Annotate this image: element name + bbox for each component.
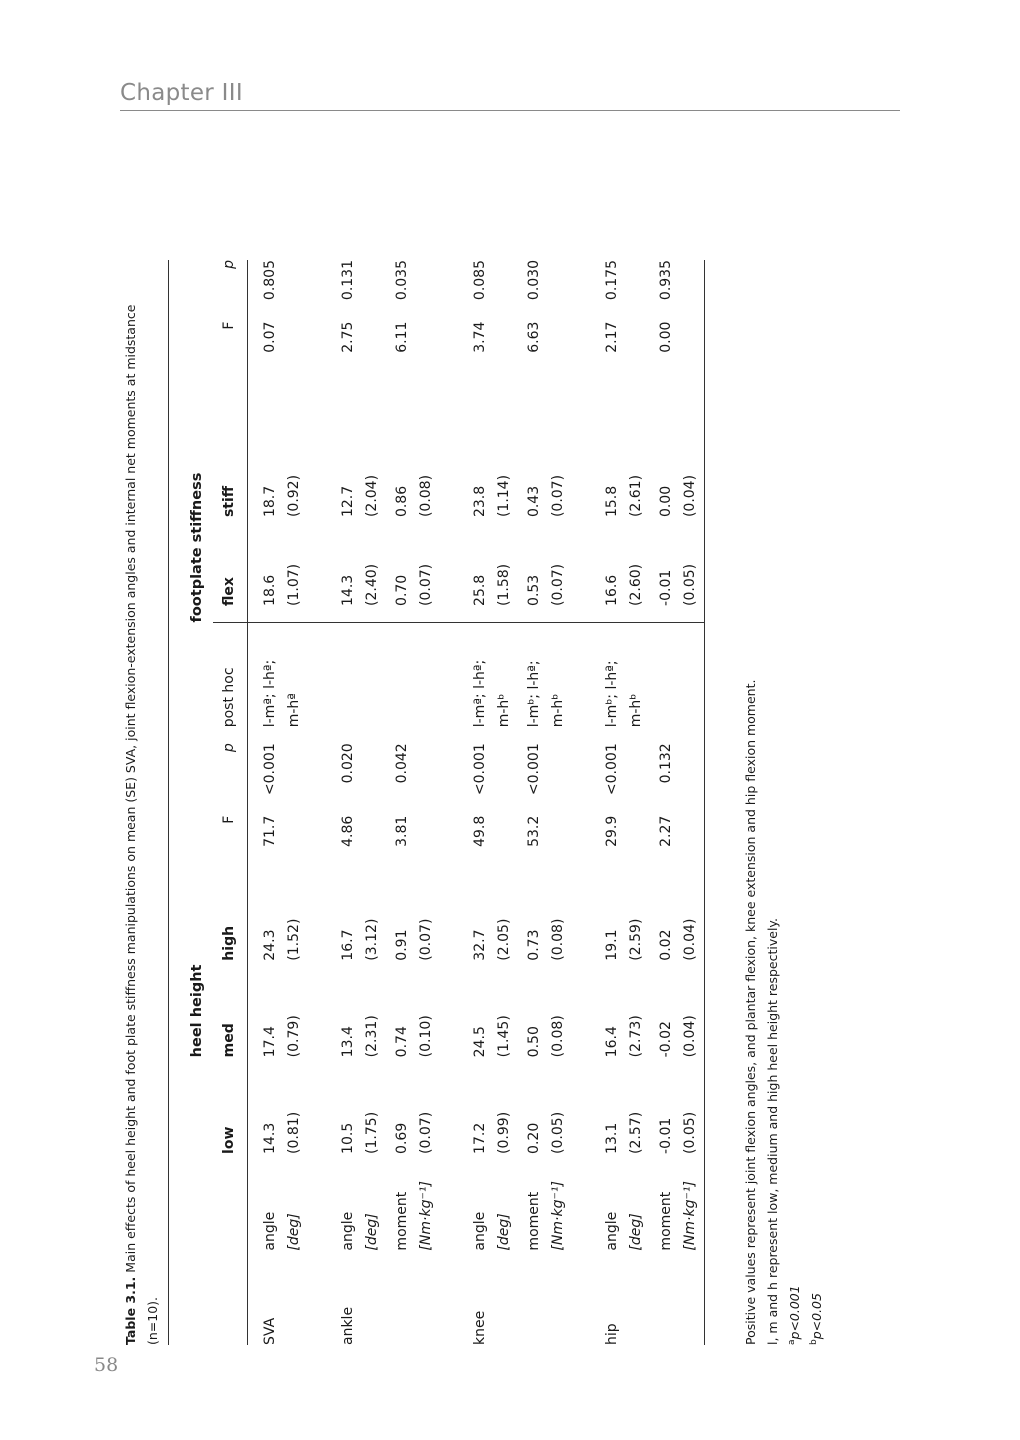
f-value: 3.81 [394,815,410,847]
med-mean: 17.4 [262,1026,278,1058]
results-table [168,260,705,1345]
cell-p2 [438,260,516,322]
cell-high [248,882,307,961]
low-mean: 17.2 [472,1122,488,1154]
high-mean: 19.1 [604,929,620,961]
flex-se: (0.05) [682,563,698,606]
post-hoc-line1: l-mª; l-hª; [262,659,278,728]
low-se: (0.05) [550,1111,566,1154]
caption-text: Main effects of heel height and foot plate stiffness manipulations on mean (SE) SVA, joint flexion-extension angles and internal net moments at midstance (n=10). [123,304,160,1345]
cell-variable [570,1154,648,1251]
cell-low [438,1057,516,1154]
variable-unit: [deg] [628,1213,644,1251]
flex-se: (2.40) [364,563,380,606]
cell-high [516,882,570,961]
med-mean: 13.4 [340,1026,356,1058]
low-se: (0.81) [286,1111,302,1154]
cell-p2 [648,260,705,322]
high-se: (2.05) [496,918,512,961]
cell-flex [570,517,648,622]
med-mean: -0.02 [658,1021,674,1058]
col-post-hoc: post hoc [213,622,248,743]
med-se: (0.79) [286,1015,302,1058]
flex-se: (2.60) [628,563,644,606]
col-high: high [213,882,248,961]
footnote-positive-values: Positive values represent joint flexion angles, and plantar flexion, knee extension and hip flexion moment. [743,679,758,1345]
f2-value: 6.11 [394,321,410,353]
cell-low [648,1057,705,1154]
cell-flex [248,517,307,622]
cell-low [516,1057,570,1154]
cell-f [306,816,384,882]
col-med: med [213,961,248,1058]
med-se: (2.73) [628,1015,644,1058]
high-se: (3.12) [364,918,380,961]
low-se: (2.57) [628,1111,644,1154]
cell-low [570,1057,648,1154]
stiff-mean: 0.86 [394,485,410,518]
col-f: F [213,816,248,882]
cell-f2 [248,322,307,397]
cell-p [248,743,307,815]
high-se: (0.07) [418,918,434,961]
cell-p2 [306,260,384,322]
cell-p [570,743,648,815]
stiff-mean: 23.8 [472,485,488,518]
cell-variable [248,1154,307,1251]
cell-f [248,816,307,882]
low-se: (0.99) [496,1111,512,1154]
table-row [438,260,516,1345]
f2-value: 2.75 [340,321,356,353]
cell-variable [384,1154,438,1251]
stiff-mean: 15.8 [604,485,620,518]
p2-value: 0.085 [472,260,488,301]
stiff-se: (0.07) [550,474,566,518]
cell-f2 [516,322,570,397]
group-footplate-stiffness: footplate stiffness [189,472,205,623]
high-se: (2.59) [628,918,644,961]
stiff-mean: 18.7 [262,485,278,518]
cell-flex [438,517,516,622]
f2-value: 3.74 [472,321,488,353]
cell-post-hoc [248,622,307,743]
table-row [306,260,384,1345]
cell-med [306,961,384,1058]
cell-p [438,743,516,815]
low-se: (0.05) [682,1111,698,1154]
cell-high [570,882,648,961]
col-flex: flex [213,517,248,622]
segment-label: hip [604,1323,620,1345]
post-hoc-line2: m-hᵇ [496,693,512,728]
cell-flex [306,517,384,622]
flex-se: (0.07) [418,563,434,606]
low-se: (0.07) [418,1111,434,1154]
cell-high [648,882,705,961]
low-mean: 13.1 [604,1122,620,1154]
med-se: (0.10) [418,1015,434,1058]
cell-flex [648,517,705,622]
cell-f [438,816,516,882]
cell-post-hoc [306,622,384,743]
post-hoc-line1: l-mᵇ; l-hª; [604,660,620,728]
cell-f [570,816,648,882]
footnote-b-mark: b [808,1339,819,1345]
flex-mean: 0.70 [394,574,410,606]
flex-mean: 14.3 [340,574,356,606]
high-mean: 16.7 [340,929,356,961]
col-f2: F [213,322,248,397]
flex-mean: 18.6 [262,574,278,606]
chapter-title: Chapter III [120,80,243,106]
cell-f2 [570,322,648,397]
cell-stiff [648,396,705,517]
p-value: <0.001 [262,743,278,796]
f-value: 29.9 [604,815,620,847]
med-mean: 0.74 [394,1026,410,1058]
cell-f [648,816,705,882]
low-mean: 14.3 [262,1122,278,1154]
cell-stiff [516,396,570,517]
p2-value: 0.175 [604,260,620,301]
table-row [384,260,438,1345]
cell-segment [438,1251,516,1345]
segment-label: knee [472,1310,488,1345]
footnotes [740,680,828,1345]
med-se: (2.31) [364,1015,380,1058]
p2-value: 0.805 [262,260,278,301]
post-hoc-line2: m-hᵇ [628,693,644,728]
stiff-se: (0.04) [682,474,698,518]
cell-med [438,961,516,1058]
cell-low [384,1057,438,1154]
table-caption [120,265,164,1345]
variable-unit: [Nm·kg⁻¹] [682,1181,698,1251]
p-value: <0.001 [472,743,488,796]
variable-unit: [deg] [364,1213,380,1251]
variable-label: angle [262,1211,278,1251]
table-row [648,260,705,1345]
post-hoc-line2: m-hᵇ [550,693,566,728]
cell-segment [384,1251,438,1345]
cell-variable [648,1154,705,1251]
cell-med [570,961,648,1058]
f2-value: 0.07 [262,321,278,353]
cell-p2 [516,260,570,322]
cell-p2 [570,260,648,322]
cell-stiff [438,396,516,517]
cell-p [648,743,705,815]
cell-p [384,743,438,815]
med-se: (0.04) [682,1015,698,1058]
cell-post-hoc [384,622,438,743]
variable-label: angle [472,1211,488,1251]
p2-value: 0.131 [340,260,356,301]
cell-med [648,961,705,1058]
cell-variable [306,1154,384,1251]
low-mean: 0.20 [526,1122,542,1154]
stiff-mean: 0.43 [526,485,542,518]
footnote-abbreviations: l, m and h represent low, medium and high heel height respectively. [765,917,780,1345]
stiff-se: (2.04) [364,474,380,518]
high-mean: 0.73 [526,929,542,961]
cell-flex [516,517,570,622]
p2-value: 0.035 [394,260,410,301]
f-value: 4.86 [340,815,356,847]
cell-stiff [306,396,384,517]
cell-stiff [248,396,307,517]
p-value: <0.001 [604,743,620,796]
cell-variable [438,1154,516,1251]
med-mean: 0.50 [526,1026,542,1058]
group-heel-height: heel height [189,964,205,1058]
med-se: (0.08) [550,1015,566,1058]
flex-se: (1.58) [496,563,512,606]
cell-f2 [438,322,516,397]
col-low: low [213,1057,248,1154]
cell-segment [248,1251,307,1345]
cell-high [438,882,516,961]
stiff-se: (0.08) [418,474,434,518]
f-value: 2.27 [658,815,674,847]
footnote-b-text: p<0.05 [809,1293,824,1340]
cell-med [384,961,438,1058]
p2-value: 0.030 [526,260,542,301]
high-se: (1.52) [286,918,302,961]
p-value: <0.001 [526,743,542,796]
post-hoc-line1: l-mª; l-hª; [472,659,488,728]
stiff-se: (1.14) [496,474,512,518]
col-stiff: stiff [213,396,248,517]
f-value: 71.7 [262,815,278,847]
group-header-row [169,260,214,1345]
cell-f2 [306,322,384,397]
low-mean: -0.01 [658,1117,674,1154]
f-value: 53.2 [526,815,542,847]
low-mean: 10.5 [340,1122,356,1154]
flex-se: (0.07) [550,563,566,606]
p-value: 0.042 [394,743,410,784]
segment-label: SVA [262,1317,278,1345]
p2-value: 0.935 [658,260,674,301]
variable-label: moment [394,1191,410,1251]
variable-unit: [deg] [286,1213,302,1251]
cell-segment [306,1251,384,1345]
variable-label: angle [340,1211,356,1251]
cell-med [248,961,307,1058]
cell-f [516,816,570,882]
med-se: (1.45) [496,1015,512,1058]
column-header-row [213,260,248,1345]
cell-stiff [570,396,648,517]
segment-label: ankle [340,1306,356,1345]
cell-p [516,743,570,815]
high-mean: 32.7 [472,929,488,961]
variable-unit: [deg] [496,1213,512,1251]
post-hoc-line2: m-hª [286,693,302,728]
stiff-se: (2.61) [628,474,644,518]
cell-med [516,961,570,1058]
variable-label: moment [526,1191,542,1251]
high-mean: 24.3 [262,929,278,961]
cell-p2 [384,260,438,322]
chapter-rule [120,110,900,111]
cell-low [248,1057,307,1154]
high-mean: 0.91 [394,929,410,961]
post-hoc-line1: l-mᵇ; l-hª; [526,660,542,728]
cell-f [384,816,438,882]
flex-mean: 16.6 [604,574,620,606]
flex-se: (1.07) [286,563,302,606]
table-row [570,260,648,1345]
footnote-a-text: p<0.001 [787,1285,802,1340]
high-mean: 0.02 [658,929,674,961]
f-value: 49.8 [472,815,488,847]
cell-low [306,1057,384,1154]
high-se: (0.04) [682,918,698,961]
variable-unit: [Nm·kg⁻¹] [418,1181,434,1251]
cell-f2 [384,322,438,397]
cell-post-hoc [516,622,570,743]
cell-high [384,882,438,961]
variable-label: angle [604,1211,620,1251]
f2-value: 6.63 [526,321,542,353]
col-p2: p [213,260,248,322]
rotated-table-block [120,255,824,1345]
cell-post-hoc [648,622,705,743]
flex-mean: 0.53 [526,574,542,606]
cell-segment [516,1251,570,1345]
cell-segment [648,1251,705,1345]
low-mean: 0.69 [394,1122,410,1154]
f2-value: 2.17 [604,321,620,353]
med-mean: 24.5 [472,1026,488,1058]
flex-mean: 25.8 [472,574,488,606]
cell-p2 [248,260,307,322]
footnote-b [806,680,828,1345]
variable-unit: [Nm·kg⁻¹] [550,1181,566,1251]
caption-label: Table 3.1. [123,1276,138,1345]
stiff-mean: 0.00 [658,485,674,518]
cell-stiff [384,396,438,517]
high-se: (0.08) [550,918,566,961]
flex-mean: -0.01 [658,569,674,606]
table-row [248,260,307,1345]
cell-f2 [648,322,705,397]
p-value: 0.020 [340,743,356,784]
stiff-mean: 12.7 [340,485,356,518]
low-se: (1.75) [364,1111,380,1154]
page-number: 58 [94,1354,119,1376]
cell-post-hoc [438,622,516,743]
p-value: 0.132 [658,743,674,784]
cell-flex [384,517,438,622]
variable-label: moment [658,1191,674,1251]
table-row [516,260,570,1345]
cell-variable [516,1154,570,1251]
footnote-a [784,680,806,1345]
cell-segment [570,1251,648,1345]
stiff-se: (0.92) [286,474,302,518]
footnote-a-mark: a [786,1339,797,1345]
col-p: p [213,743,248,815]
med-mean: 16.4 [604,1026,620,1058]
cell-post-hoc [570,622,648,743]
table-body [248,260,705,1345]
cell-high [306,882,384,961]
f2-value: 0.00 [658,321,674,353]
cell-p [306,743,384,815]
